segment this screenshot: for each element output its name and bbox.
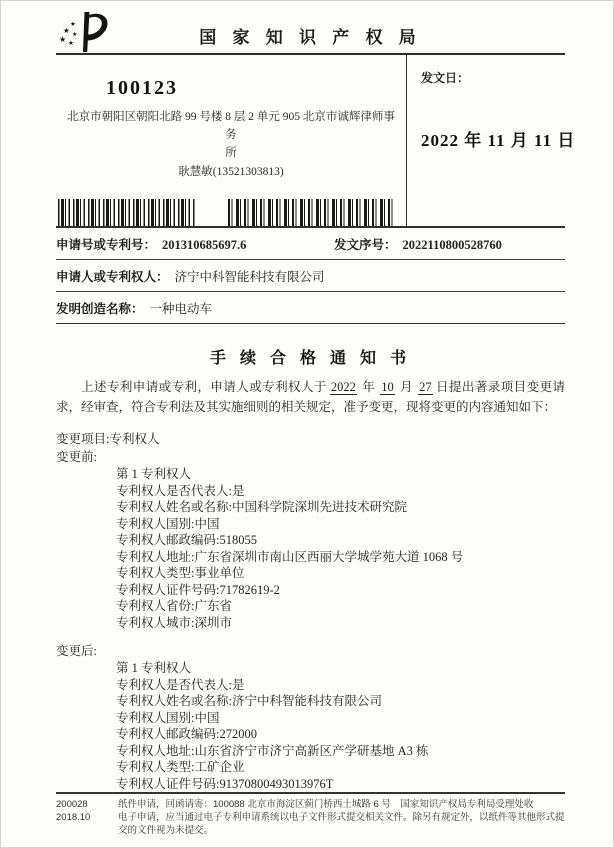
recipient-block bbox=[56, 55, 406, 226]
barcode-row bbox=[58, 199, 406, 226]
list-item: 专利权人省份:广东省 bbox=[116, 599, 232, 613]
footer-line-electronic: 电子申请，应当通过电子专利申请系统以电子文件形式提交相关文件。除另有规定外，以纸件等其他形式提交的文件视为未提交。 bbox=[118, 812, 565, 836]
field-row-application bbox=[56, 228, 565, 260]
change-request-day: 27 bbox=[419, 380, 432, 394]
form-code-block bbox=[56, 798, 118, 837]
invention-title-value: 一种电动车 bbox=[149, 302, 213, 316]
change-before-list bbox=[116, 466, 565, 631]
serial-number-value: 2022110800528760 bbox=[402, 238, 502, 252]
recipient-address-line2: 所 bbox=[225, 147, 237, 159]
field-row-applicant bbox=[56, 260, 565, 292]
change-section bbox=[56, 430, 565, 792]
serial-number-label: 发文序号： bbox=[334, 238, 397, 252]
field-row-invention bbox=[56, 292, 565, 324]
svg-text:★: ★ bbox=[72, 31, 78, 38]
list-item: 专利权人姓名或名称:济宁中科智能科技有限公司 bbox=[116, 694, 382, 708]
svg-text:★: ★ bbox=[68, 39, 74, 47]
change-request-month: 10 bbox=[381, 380, 394, 394]
recipient-dispatch-box bbox=[56, 55, 576, 228]
application-number-label: 申请号或专利号： bbox=[56, 238, 157, 252]
recipient-contact: 耿慧敏(13521303813) bbox=[178, 166, 284, 178]
applicant-label: 申请人或专利权人： bbox=[56, 270, 169, 284]
change-before-label: 变更前: bbox=[56, 450, 97, 464]
dispatch-date-label: 发文日： bbox=[421, 71, 470, 85]
notice-text: 年 bbox=[361, 380, 376, 394]
invention-title-label: 发明创造名称： bbox=[56, 302, 144, 316]
notice-paragraph bbox=[56, 377, 565, 417]
barcode-right bbox=[228, 199, 396, 226]
document-header bbox=[56, 1, 565, 53]
svg-text:★: ★ bbox=[63, 26, 70, 35]
dispatch-block bbox=[406, 55, 575, 226]
list-item: 专利权人地址:山东省济宁市济宁高新区产学研基地 A3 栋 bbox=[116, 743, 429, 758]
list-item: 专利权人姓名或名称:中国科学院深圳先进技术研究院 bbox=[116, 500, 407, 514]
list-item: 专利权人证件号码:91370800493013976T bbox=[116, 776, 334, 791]
change-request-year: 2022 bbox=[330, 380, 356, 394]
list-item: 专利权人国别:中国 bbox=[116, 516, 220, 531]
list-item: 专利权人城市:深圳市 bbox=[116, 615, 232, 630]
list-item: 专利权人邮政编码:272000 bbox=[116, 727, 257, 741]
change-after-list bbox=[116, 660, 565, 792]
notice-text: 日提出著录项目变更请求，经审查，符合专利法及其实施细则的相关规定，准予变更，现将变更的内容通知如下： bbox=[56, 380, 565, 414]
svg-text:★: ★ bbox=[70, 20, 76, 28]
notice-text: 上述专利申请或专利，申请人或专利权人于 bbox=[81, 380, 327, 394]
change-after-label: 变更后: bbox=[56, 644, 97, 658]
cnipa-logo-icon bbox=[58, 9, 114, 55]
footer-instructions bbox=[118, 798, 565, 837]
barcode-left bbox=[58, 199, 196, 226]
list-item: 第 1 专利权人 bbox=[116, 467, 192, 481]
change-item-label: 变更项目:专利权人 bbox=[56, 432, 160, 446]
list-item: 专利权人国别:中国 bbox=[116, 710, 220, 725]
list-item: 专利权人是否代表人:是 bbox=[116, 483, 245, 498]
document-footer bbox=[56, 792, 565, 837]
applicant-value: 济宁中科智能科技有限公司 bbox=[174, 270, 325, 284]
form-date: 2018.10 bbox=[56, 812, 91, 823]
application-number-cell bbox=[56, 235, 334, 253]
list-item: 专利权人类型:工矿企业 bbox=[116, 760, 245, 774]
list-item: 专利权人是否代表人:是 bbox=[116, 677, 245, 692]
svg-text:★: ★ bbox=[59, 35, 67, 44]
list-item: 专利权人类型:事业单位 bbox=[116, 566, 245, 580]
recipient-address-line1: 北京市朝阳区朝阳北路 99 号楼 8 层 2 单元 905 北京市诚辉律师事务 bbox=[67, 111, 395, 141]
list-item: 专利权人证件号码:71782619-2 bbox=[116, 582, 280, 597]
notice-text: 月 bbox=[399, 380, 414, 394]
form-code: 200028 bbox=[56, 799, 88, 810]
agency-name: 国 家 知 识 产 权 局 bbox=[199, 28, 422, 47]
footer-line-paper: 纸件申请，回函请寄：100088 北京市海淀区蓟门桥西土城路 6 号 国家知识产权局专利局受理处收 bbox=[118, 799, 534, 810]
serial-number-cell bbox=[334, 235, 502, 253]
list-item: 专利权人地址:广东省深圳市南山区西丽大学城学苑大道 1068 号 bbox=[116, 549, 464, 564]
dispatch-date-value: 2022 年 11 月 11 日 bbox=[421, 131, 576, 150]
list-item: 专利权人邮政编码:518055 bbox=[116, 533, 257, 547]
notice-title: 手 续 合 格 通 知 书 bbox=[209, 350, 411, 367]
recipient-postcode: 100123 bbox=[106, 77, 178, 99]
list-item: 第 1 专利权人 bbox=[116, 661, 192, 675]
application-number-value: 201310685697.6 bbox=[162, 238, 247, 252]
